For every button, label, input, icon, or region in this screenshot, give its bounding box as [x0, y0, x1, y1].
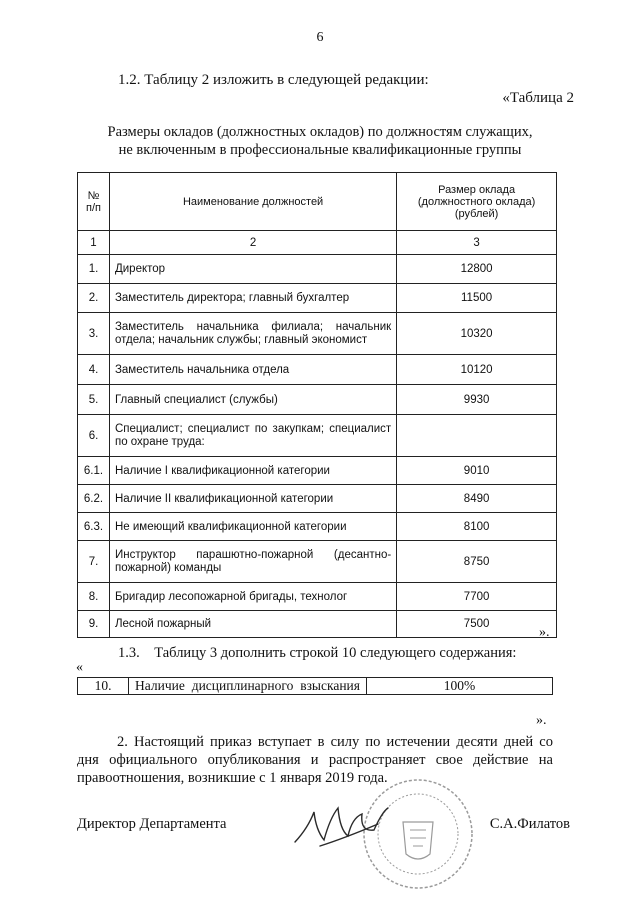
row-position: Заместитель директора; главный бухгалтер: [109, 284, 396, 313]
table-3-closing-quote: ».: [536, 713, 547, 728]
header-number: № п/п: [78, 173, 110, 231]
page-number: 6: [316, 30, 324, 45]
table-row: [78, 284, 557, 313]
row-salary: [397, 415, 557, 457]
table-row: [78, 583, 557, 611]
row-number: 6.: [78, 415, 110, 457]
signatory-name: С.А.Филатов: [489, 816, 570, 832]
row-value: 100%: [367, 678, 553, 695]
row-position: Специалист; специалист по закупкам; специалист по охране труда:: [109, 415, 396, 457]
table-row: [78, 678, 553, 695]
row-number: 9.: [78, 611, 110, 638]
table-row: [78, 385, 557, 415]
row-position: Наличие I квалификационной категории: [109, 457, 396, 485]
row-salary: 11500: [397, 284, 557, 313]
row-number: 7.: [78, 541, 110, 583]
table-row: [78, 457, 557, 485]
row-position: Наличие II квалификационной категории: [109, 485, 396, 513]
row-position: Лесной пожарный: [109, 611, 396, 638]
row-number: 2.: [78, 284, 110, 313]
header-position: Наименование должностей: [109, 173, 396, 231]
row-number: 6.1.: [78, 457, 110, 485]
handwritten-signature-icon: [290, 800, 400, 855]
section-2-body: 2. Настоящий приказ вступает в силу по истечении десяти дней со дня официального опубликования и распространяет свое действие на правоотношения, возникшие с 1 января 2019 года.: [77, 734, 553, 786]
row-number: 5.: [78, 385, 110, 415]
row-position: Заместитель начальника филиала; начальник отдела; начальник службы; главный экономист: [109, 313, 396, 355]
table-2-closing-quote: ».: [539, 625, 550, 640]
row-salary: 8750: [397, 541, 557, 583]
table-3-addition: [77, 677, 553, 695]
row-number: 1.: [78, 255, 110, 284]
table-row: [78, 415, 557, 457]
row-position: Бригадир лесопожарной бригады, технолог: [109, 583, 396, 611]
table-row: [78, 255, 557, 284]
section-1-2-text: 1.2. Таблицу 2 изложить в следующей редакции:: [118, 72, 429, 88]
header-salary: Размер оклада (должностного оклада) (рублей): [397, 173, 557, 231]
table-header-row: [78, 173, 557, 231]
row-salary: 9930: [397, 385, 557, 415]
row-salary: 8490: [397, 485, 557, 513]
row-position: Заместитель начальника отдела: [109, 355, 396, 385]
row-position: Главный специалист (службы): [109, 385, 396, 415]
row-number: 8.: [78, 583, 110, 611]
table-2-title: [60, 123, 580, 159]
table-row: [78, 485, 557, 513]
row-position: [129, 678, 367, 695]
row-salary: 9010: [397, 457, 557, 485]
signatory-title: Директор Департамента: [77, 816, 227, 832]
row-salary: 10320: [397, 313, 557, 355]
row-position: Инструктор парашютно-пожарной (десантно-пожарной) команды: [109, 541, 396, 583]
column-number-row: [78, 231, 557, 255]
table-row: [78, 313, 557, 355]
table-2-title-line-2: не включенным в профессиональные квалификационные группы: [118, 142, 522, 158]
table-row: [78, 355, 557, 385]
salary-table: [77, 172, 557, 638]
table-2-title-line-1: Размеры окладов (должностных окладов) по должностям служащих,: [107, 124, 533, 140]
table-row: [78, 541, 557, 583]
row-number: 6.2.: [78, 485, 110, 513]
row-salary: 10120: [397, 355, 557, 385]
row-position: Не имеющий квалификационной категории: [109, 513, 396, 541]
row-salary: 12800: [397, 255, 557, 284]
section-1-3-text: 1.3. Таблицу 3 дополнить строкой 10 следующего содержания:: [118, 645, 517, 661]
section-2-text: [77, 733, 553, 787]
row-number: 6.3.: [78, 513, 110, 541]
column-number-3: 3: [397, 231, 557, 255]
row-salary: 7500: [397, 611, 557, 638]
row-number: 3.: [78, 313, 110, 355]
row-number: 10.: [78, 678, 129, 695]
row-position-text: Наличие дисциплинарного взыскания: [135, 678, 360, 693]
row-salary: 8100: [397, 513, 557, 541]
row-number: 4.: [78, 355, 110, 385]
column-number-2: 2: [109, 231, 396, 255]
table-row: [78, 611, 557, 638]
row-position: Директор: [109, 255, 396, 284]
table-row: [78, 513, 557, 541]
column-number-1: 1: [78, 231, 110, 255]
table-2-label: «Таблица 2: [502, 90, 574, 106]
row-salary: 7700: [397, 583, 557, 611]
table-3-opening-quote: «: [76, 660, 83, 675]
